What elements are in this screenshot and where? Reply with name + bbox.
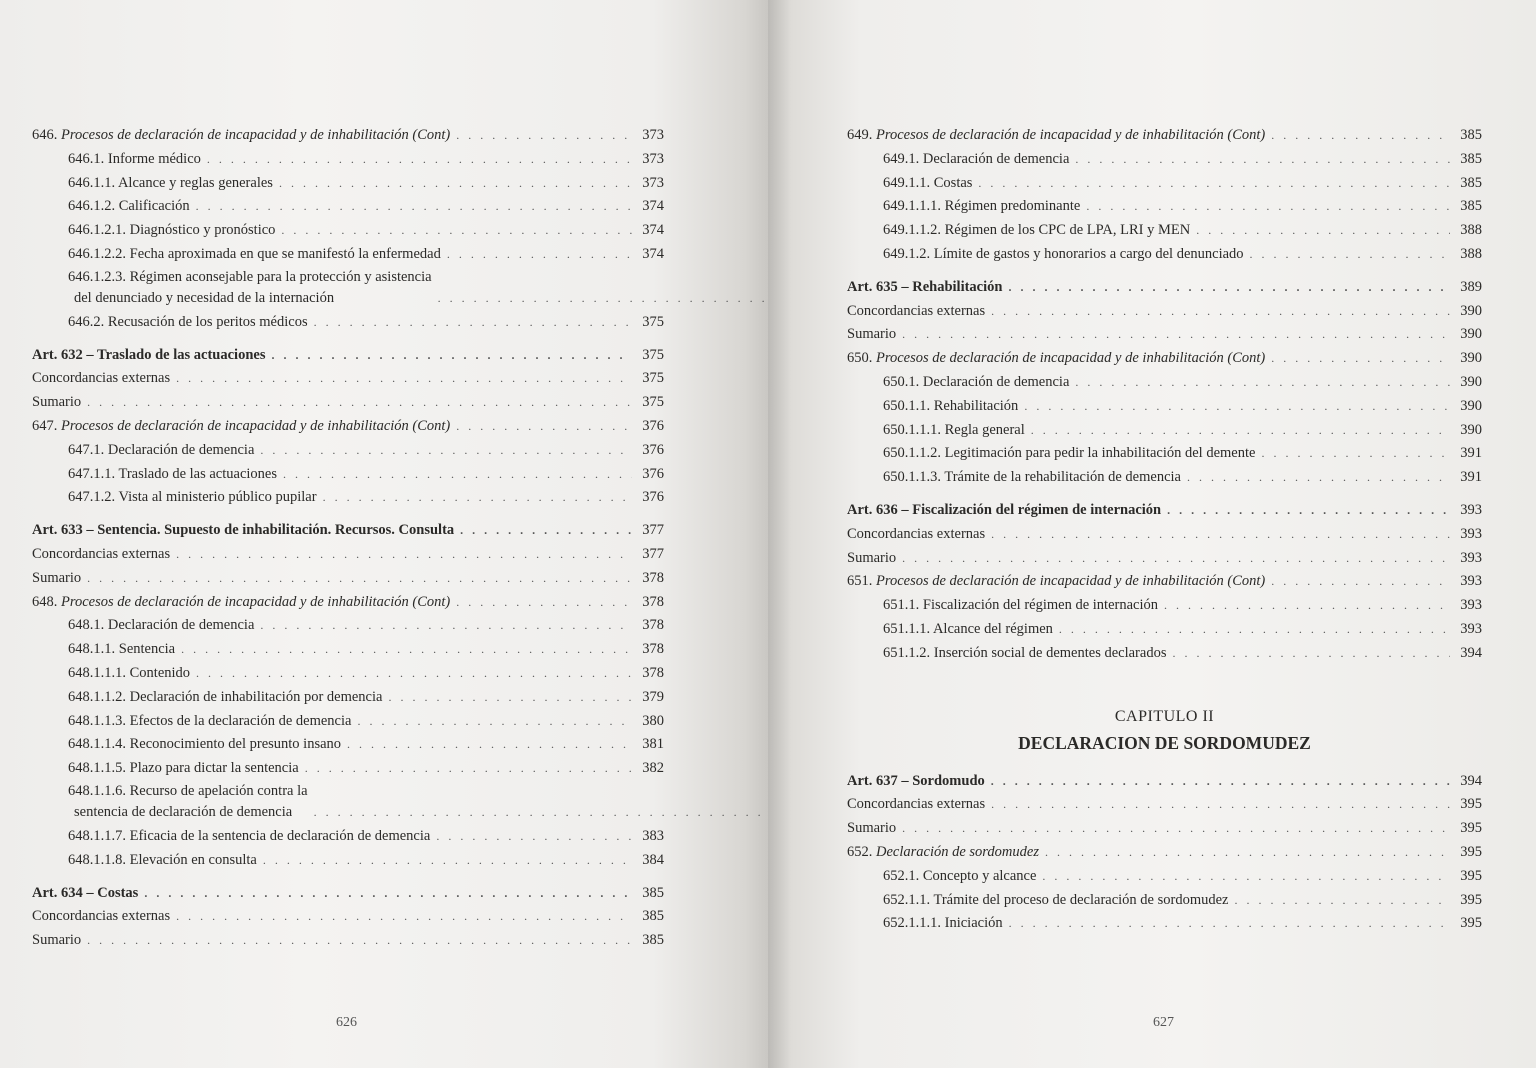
toc-page-number: 378 [642,569,664,586]
toc-page-number: 393 [1460,525,1482,542]
toc-entry-text: 650.1.1.2. Legitimación para pedir la inhabilitación del demente [883,445,1256,462]
toc-page-number: 374 [642,198,664,215]
toc-entry [32,825,664,849]
toc-entry-text: Sumario [847,549,897,566]
leader-dots [991,770,1450,794]
toc-entry-text: 649.1.1. Costas [883,174,973,191]
section-title: Procesos de declaración de incapacidad y de inhabilitación (Cont) [61,127,451,143]
toc-entry [847,442,1482,466]
toc-entry [847,148,1482,172]
toc-entry-text: 651.1. Fiscalización del régimen de internación [883,597,1159,614]
leader-dots [1042,865,1450,889]
toc-page-number: 393 [1460,573,1482,590]
toc-entry-text: 646.1.2.1. Diagnóstico y pronóstico [68,222,276,239]
toc-page-number: 391 [1460,445,1482,462]
toc-page-number: 388 [1460,222,1482,239]
leader-dots [347,733,632,757]
leader-dots [456,415,632,439]
toc-entry-text [32,267,432,309]
toc-entry-text: 647.1. Declaración de demencia [68,441,255,458]
toc-left [32,124,664,953]
toc-entry [847,419,1482,443]
toc-page-number: 393 [1460,501,1482,518]
leader-dots [283,463,632,487]
toc-entry [32,733,664,757]
toc-page-number: 395 [1460,891,1482,908]
toc-entry-text: 648.1.1.8. Elevación en consulta [68,851,257,868]
leader-dots [1271,570,1450,594]
leader-dots [447,243,632,267]
section-number: 652. [847,843,873,860]
toc-page-number: 378 [642,664,664,681]
toc-entry-line: 646.1.2.3. Régimen aconsejable para la protección y asistencia [68,268,432,285]
gutter-shadow [768,0,792,1068]
leader-dots [1261,442,1450,466]
leader-dots [436,825,632,849]
leader-dots [991,793,1450,817]
toc-entry-text: 646.2. Recusación de los peritos médicos [68,313,308,330]
toc-section-heading [847,347,1482,371]
toc-entry [847,889,1482,913]
section-title: Procesos de declaración de incapacidad y de inhabilitación (Cont) [876,573,1266,590]
toc-entry-text [847,570,1265,594]
toc-entry [847,300,1482,324]
toc-entry-text: 649.1.1.1. Régimen predominante [883,198,1081,215]
toc-page-number: 382 [642,760,664,777]
toc-page-number: 384 [642,851,664,868]
leader-dots [1009,912,1450,936]
leader-dots [1024,395,1450,419]
toc-entry [32,638,664,662]
toc-page-number: 391 [1460,469,1482,486]
leader-dots [902,817,1450,841]
toc-page-number: 376 [642,417,664,434]
toc-page-number: 389 [1460,278,1482,295]
toc-article-heading [32,519,664,543]
toc-entry [32,543,664,567]
toc-entry-text: 647.1.1. Traslado de las actuaciones [68,465,278,482]
toc-entry-text: 648.1.1.3. Efectos de la declaración de demencia [68,712,352,729]
toc-page-number: 395 [1460,843,1482,860]
toc-entry-text: 652.1. Concepto y alcance [883,867,1037,884]
toc-page-number: 390 [1460,421,1482,438]
leader-dots [176,367,632,391]
toc-page-number: 375 [642,370,664,387]
page-number-right: 627 [1153,1015,1174,1030]
toc-entry [32,463,664,487]
leader-dots [991,523,1450,547]
toc-entry-text [32,415,450,439]
section-title: Procesos de declaración de incapacidad y de inhabilitación (Cont) [876,127,1266,143]
toc-page-number: 395 [1460,867,1482,884]
toc-entry-line: del denunciado y necesidad de la internación [74,289,335,306]
leader-dots [87,567,632,591]
toc-entry [32,757,664,781]
toc-entry [32,686,664,710]
toc-entry [32,849,664,873]
toc-entry [32,219,664,243]
toc-entry-text: Concordancias externas [847,796,986,813]
toc-entry [847,817,1482,841]
section-number: 651. [847,573,873,590]
toc-page-number: 379 [642,688,664,705]
toc-section-heading [32,124,664,148]
leader-dots [978,172,1450,196]
toc-entry-text: Art. 636 – Fiscalización del régimen de internación [847,501,1162,518]
toc-entry-text: Art. 637 – Sordomudo [847,772,985,789]
leader-dots [196,662,632,686]
toc-entry-text: 652.1.1. Trámite del proceso de declaración de sordomudez [883,891,1229,908]
toc-page-number: 377 [642,522,664,539]
section-number: 647. [32,417,58,434]
leader-dots [1172,642,1450,666]
toc-right [847,124,1482,936]
toc-entry [32,172,664,196]
toc-entry-line: 648.1.1.6. Recurso de apelación contra la [68,782,308,799]
toc-entry-text: Concordancias externas [847,525,986,542]
toc-entry [32,614,664,638]
toc-page-number: 377 [642,545,664,562]
toc-page-number: 374 [642,222,664,239]
leader-dots [1167,499,1450,523]
toc-page-number: 390 [1460,397,1482,414]
leader-dots [279,172,632,196]
toc-page-number: 393 [1460,620,1482,637]
toc-entry-text: 650.1.1.3. Trámite de la rehabilitación de demencia [883,469,1181,486]
right-page [768,0,1536,1068]
toc-entry [32,195,664,219]
toc-page-number: 381 [642,736,664,753]
toc-page-number: 385 [1460,127,1482,143]
leader-dots [314,311,632,335]
toc-entry [32,567,664,591]
toc-entry [847,642,1482,666]
toc-entry-text: Sumario [847,326,897,343]
toc-article-heading [847,276,1482,300]
toc-entry-text [847,347,1265,371]
toc-entry [32,267,664,309]
toc-page-number: 385 [642,932,664,949]
page-number-left: 626 [336,1015,357,1030]
toc-page-number: 393 [1460,597,1482,614]
toc-entry-text: 646.1.2. Calificación [68,198,190,215]
toc-entry [847,618,1482,642]
toc-page-number: 375 [642,313,664,330]
leader-dots [388,686,632,710]
toc-page-number: 376 [642,441,664,458]
toc-entry-text: Sumario [32,569,82,586]
toc-page-number: 380 [642,712,664,729]
leader-dots [260,614,632,638]
leader-dots [1086,195,1450,219]
toc-page-number: 373 [642,150,664,167]
leader-dots [1271,124,1450,148]
toc-page-number: 375 [642,394,664,411]
section-title: Procesos de declaración de incapacidad y de inhabilitación (Cont) [876,350,1266,367]
toc-entry-text: Concordancias externas [32,370,171,387]
toc-entry-text [847,124,1265,148]
toc-entry [847,912,1482,936]
toc-page-number: 373 [642,127,664,143]
leader-dots [271,344,632,368]
toc-page-number: 395 [1460,796,1482,813]
toc-article-heading [847,499,1482,523]
leader-dots [263,849,632,873]
toc-entry-text: Sumario [32,394,82,411]
toc-entry-text: Art. 634 – Costas [32,884,139,901]
leader-dots [1075,371,1450,395]
leader-dots [1235,889,1451,913]
toc-page-number: 390 [1460,373,1482,390]
toc-entry-text: Art. 635 – Rehabilitación [847,278,1003,295]
toc-entry [32,710,664,734]
toc-entry [32,367,664,391]
leader-dots [305,757,632,781]
toc-page-number: 385 [1460,198,1482,215]
toc-entry-text: 646.1.1. Alcance y reglas generales [68,174,273,191]
toc-entry-text: 649.1. Declaración de demencia [883,150,1070,167]
leader-dots [1059,618,1450,642]
leader-dots [1187,466,1450,490]
toc-entry [847,793,1482,817]
toc-entry [847,594,1482,618]
leader-dots [456,591,632,615]
toc-entry [32,486,664,510]
section-title: Procesos de declaración de incapacidad y de inhabilitación (Cont) [61,417,451,434]
leader-dots [357,710,632,734]
toc-entry-text: 649.1.1.2. Régimen de los CPC de LPA, LRI y MEN [883,222,1191,239]
toc-entry-text [32,781,308,823]
toc-entry-text: 648.1.1.2. Declaración de inhabilitación por demencia [68,688,383,705]
toc-page-number: 383 [642,827,664,844]
toc-entry [847,466,1482,490]
toc-entry-text: 650.1.1.1. Regla general [883,421,1025,438]
chapter-label: CAPITULO II [1114,707,1215,725]
toc-page-number: 385 [1460,150,1482,167]
leader-dots [1045,841,1450,865]
toc-page-number: 390 [1460,302,1482,319]
toc-entry-text: Sumario [847,820,897,837]
toc-page-number: 394 [1460,772,1482,789]
leader-dots [1008,276,1450,300]
toc-entry [32,439,664,463]
toc-entry [32,391,664,415]
section-title: Procesos de declaración de incapacidad y de inhabilitación (Cont) [61,593,451,610]
toc-entry [847,323,1482,347]
toc-entry [32,311,664,335]
toc-entry-text: 648.1.1.7. Eficacia de la sentencia de declaración de demencia [68,827,431,844]
toc-entry-text: 651.1.1. Alcance del régimen [883,620,1053,637]
toc-entry-text: 648.1.1.1. Contenido [68,664,191,681]
toc-article-heading [32,882,664,906]
toc-page-number: 390 [1460,350,1482,367]
toc-page-number: 378 [642,617,664,634]
toc-page-number: 378 [642,593,664,610]
leader-dots [87,391,632,415]
leader-dots [1164,594,1450,618]
toc-section-heading [847,841,1482,865]
toc-entry [847,865,1482,889]
toc-entry-text: Art. 632 – Traslado de las actuaciones [32,346,266,363]
toc-entry [847,523,1482,547]
toc-entry-line: sentencia de declaración de demencia [74,803,293,820]
leader-dots [260,439,632,463]
toc-entry-text [847,841,1039,865]
leader-dots [181,638,632,662]
section-number: 649. [847,127,873,143]
leader-dots [456,124,632,148]
toc-entry [847,243,1482,267]
toc-page-number: 375 [642,346,664,363]
toc-entry-text: 648.1.1. Sentencia [68,641,176,658]
toc-page-number: 390 [1460,326,1482,343]
leader-dots [902,323,1450,347]
toc-entry [847,219,1482,243]
toc-entry-text: 649.1.2. Límite de gastos y honorarios a cargo del denunciado [883,245,1244,262]
toc-entry-text: Sumario [32,932,82,949]
toc-entry [847,172,1482,196]
leader-dots [196,195,632,219]
leader-dots [1196,219,1450,243]
section-number: 646. [32,127,58,143]
section-number: 650. [847,350,873,367]
leader-dots [991,300,1450,324]
toc-entry-text: 652.1.1.1. Iniciación [883,915,1003,932]
toc-page-number: 395 [1460,820,1482,837]
leader-dots [1250,243,1450,267]
toc-entry-text: 650.1.1. Rehabilitación [883,397,1019,414]
leader-dots [176,543,632,567]
toc-page-number: 378 [642,641,664,658]
toc-section-heading [32,591,664,615]
toc-entry-text: Art. 633 – Sentencia. Supuesto de inhabilitación. Recursos. Consulta [32,522,455,539]
toc-entry-text: 648.1.1.4. Reconocimiento del presunto insano [68,736,342,753]
toc-entry-text: 648.1. Declaración de demencia [68,617,255,634]
leader-dots [281,219,632,243]
leader-dots [207,148,632,172]
toc-page-number: 374 [642,245,664,262]
toc-entry-text: 646.1. Informe médico [68,150,201,167]
toc-entry [847,371,1482,395]
toc-article-heading [32,344,664,368]
toc-entry-text: Concordancias externas [32,908,171,925]
toc-page-number: 373 [642,174,664,191]
leader-dots [323,486,632,510]
toc-page-number: 388 [1460,245,1482,262]
leader-dots [1075,148,1450,172]
toc-page-number: 385 [642,884,664,901]
toc-entry [847,395,1482,419]
toc-entry-text: 651.1.2. Inserción social de dementes declarados [883,644,1167,661]
toc-entry [847,195,1482,219]
leader-dots [902,547,1450,571]
toc-entry-text [32,591,450,615]
toc-section-heading [847,124,1482,148]
toc-entry-text [32,124,450,148]
toc-entry [32,905,664,929]
toc-page-number: 393 [1460,549,1482,566]
leader-dots [1031,419,1450,443]
toc-section-heading [32,415,664,439]
toc-entry [32,148,664,172]
leader-dots [87,929,632,953]
section-title: Declaración de sordomudez [876,843,1039,860]
toc-entry-text: 650.1. Declaración de demencia [883,373,1070,390]
toc-entry [32,243,664,267]
chapter-title: DECLARACION DE SORDOMUDEZ [1018,732,1311,753]
leader-dots [144,882,632,906]
toc-page-number: 385 [642,908,664,925]
toc-entry-text: Concordancias externas [847,302,986,319]
toc-entry-text: 647.1.2. Vista al ministerio público pupilar [68,489,317,506]
toc-entry [32,781,664,823]
toc-page-number: 376 [642,489,664,506]
toc-page-number: 394 [1460,644,1482,661]
leader-dots [1271,347,1450,371]
toc-article-heading [847,770,1482,794]
leader-dots [460,519,632,543]
toc-entry [32,662,664,686]
toc-section-heading [847,570,1482,594]
toc-page-number: 376 [642,465,664,482]
toc-entry-text: Concordancias externas [32,545,171,562]
toc-entry-text: 646.1.2.2. Fecha aproximada en que se manifestó la enfermedad [68,245,441,262]
toc-page-number: 385 [1460,174,1482,191]
toc-entry [847,547,1482,571]
leader-dots [176,905,632,929]
toc-page-number: 395 [1460,915,1482,932]
toc-entry [32,929,664,953]
toc-entry-text: 648.1.1.5. Plazo para dictar la sentencia [68,760,299,777]
section-number: 648. [32,593,58,610]
